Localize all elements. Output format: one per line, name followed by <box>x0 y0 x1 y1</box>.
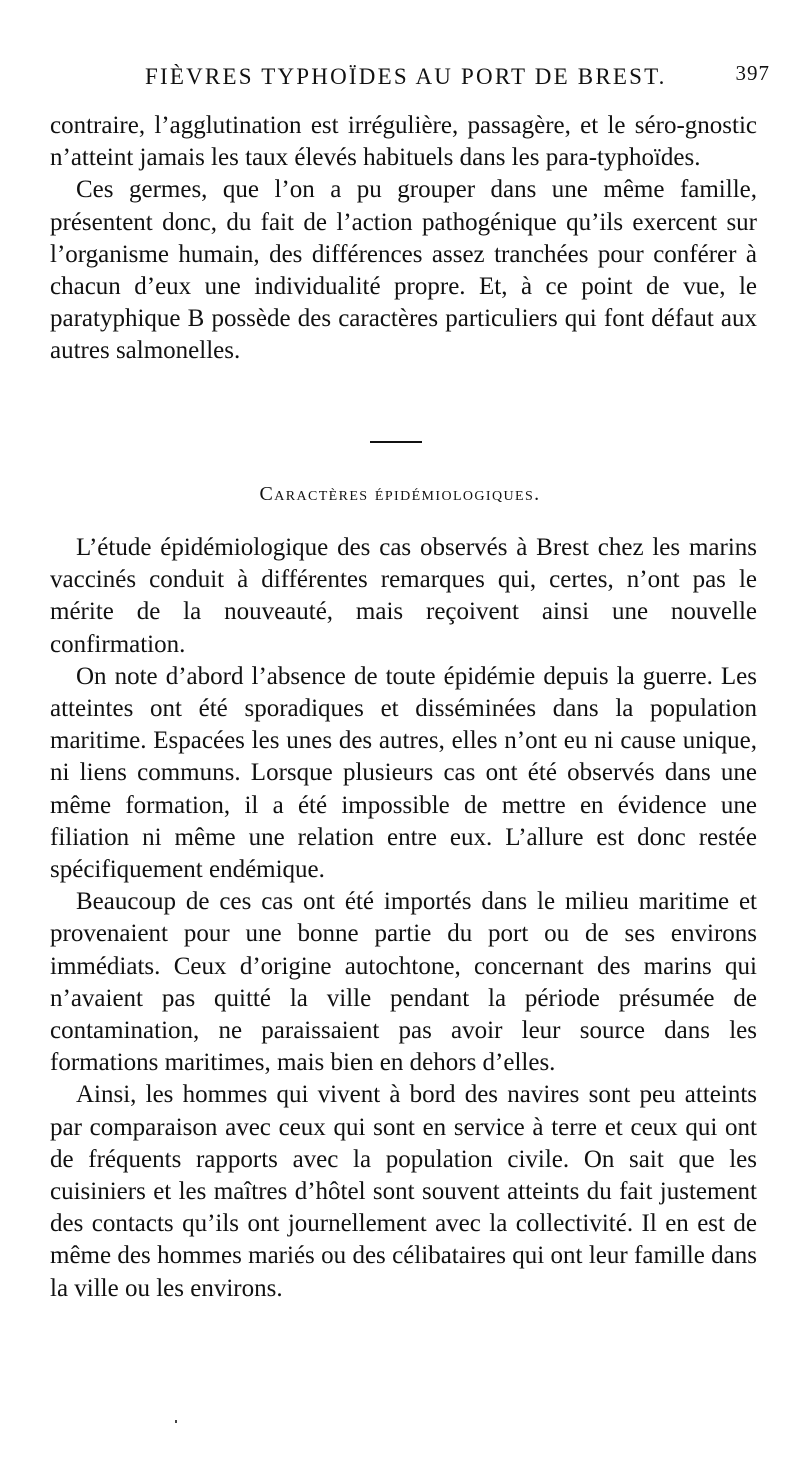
paragraph: On note d’abord l’absence de toute épidémie depuis la guerre. Les atteintes ont été sporadiques et disséminées dans la population maritime. Espacées les unes des autres, elles n’ont eu ni cause unique, ni liens communs. Lorsque plusieurs cas ont été observés dans une même formation, il a été impossible de mettre en évidence une filiation ni même une relation entre eux. L’allure est donc restée spécifiquement endémique. <box>50 662 757 884</box>
scan-speck <box>175 1420 177 1423</box>
paragraph: Beaucoup de ces cas ont été importés dans le milieu maritime et provenaient pour une bonne partie du port ou de ses environs immédiats. Ceux d’origine autochtone, concernant des marins qui n’avaient pas quitté la ville pendant la période présumée de contamination, ne paraissaient pas avoir leur source dans les formations maritimes, mais bien en dehors d’elles. <box>50 888 757 1077</box>
paragraph: Ces germes, que l’on a pu grouper dans une même famille, présentent donc, du fait de l’action pathogénique qu’ils exercent sur l’organisme humain, des différences assez tranchées pour conférer à chacun d’eux une individualité propre. Et, à ce point de vue, le paratyphique B possède des caractères particuliers qui font défaut aux autres salmonelles. <box>50 176 757 365</box>
running-head <box>50 61 770 94</box>
page-number: 397 <box>735 61 770 85</box>
paragraph-continuation: contraire, l’agglutination est irrégulière, passagère, et le séro-gnostic n’atteint jamais les taux élevés habituels dans les para-typhoïdes. <box>50 112 757 172</box>
section-separator <box>370 441 422 443</box>
paragraph: Ainsi, les hommes qui vivent à bord des navires sont peu atteints par comparaison avec ceux qui sont en service à terre et ceux qui ont de fréquents rapports avec la population civile. On sait que les cuisiniers et les maîtres d’hôtel sont souvent atteints du fait justement des contacts qu’ils ont journellement avec la collectivité. Il en est de même des hommes mariés ou des célibataires qui ont leur famille dans la ville ou les environs. <box>50 1081 757 1302</box>
running-title: FIÈVRES TYPHOÏDES AU PORT DE BREST. <box>145 64 667 89</box>
section-1-body <box>50 110 757 368</box>
section-2-body <box>50 532 757 1305</box>
paragraph: L’étude épidémiologique des cas observés à Brest chez les marins vaccinés conduit à différentes remarques qui, certes, n’ont pas le mérite de la nouveauté, mais reçoivent ainsi une nouvelle confirmation. <box>50 534 757 658</box>
section-heading: Caractères épidémiologiques. <box>259 483 541 505</box>
